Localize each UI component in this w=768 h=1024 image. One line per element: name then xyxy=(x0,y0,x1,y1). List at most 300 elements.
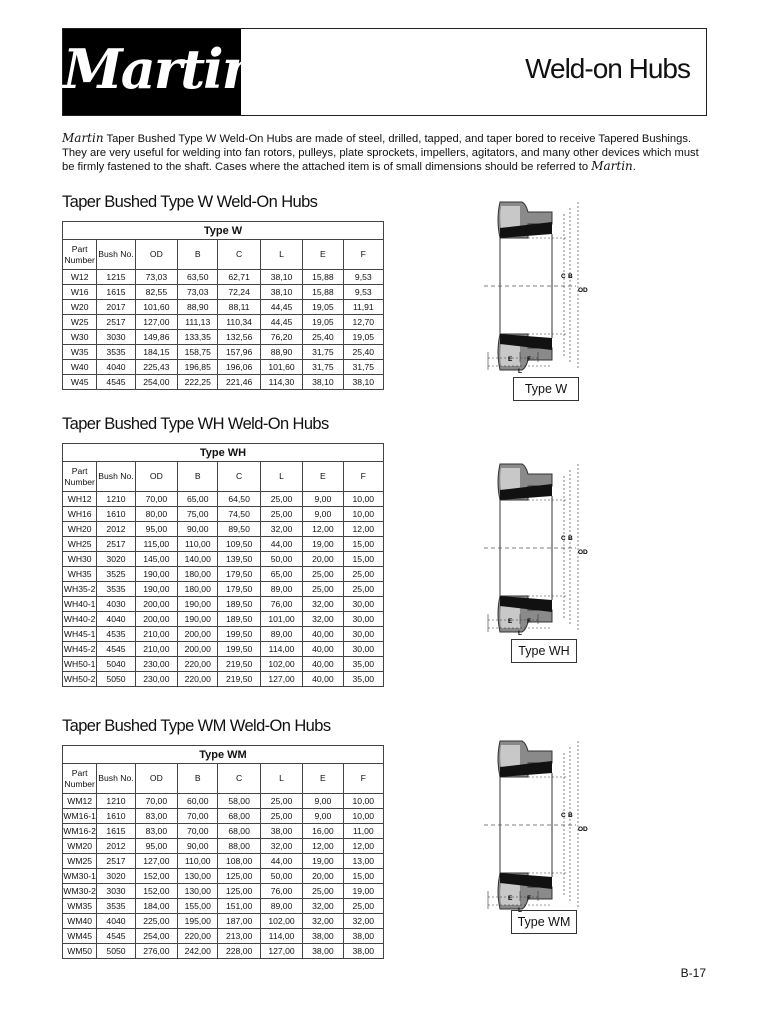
dim-e-label: E xyxy=(508,618,513,625)
table-cell: 30,00 xyxy=(343,597,383,612)
table-cell: 145,00 xyxy=(135,552,177,567)
table-cell: 68,00 xyxy=(218,809,260,824)
table-cell: 114,30 xyxy=(260,375,302,390)
table-row xyxy=(63,824,384,839)
table-cell: WM30-2 xyxy=(63,884,97,899)
table-row xyxy=(63,330,384,345)
table-cell: 32,00 xyxy=(303,899,343,914)
table-cell: 2012 xyxy=(97,522,135,537)
table-cell: 221,46 xyxy=(218,375,260,390)
table-row xyxy=(63,507,384,522)
table-cell: WM40 xyxy=(63,914,97,929)
table-cell: 219,50 xyxy=(218,672,260,687)
table-cell: 4545 xyxy=(97,929,135,944)
table-cell: 32,00 xyxy=(260,522,302,537)
table-cell: 40,00 xyxy=(303,642,343,657)
table-cell: 89,00 xyxy=(260,582,302,597)
column-header: Part Number xyxy=(63,462,97,492)
table-row xyxy=(63,929,384,944)
table-cell: 101,60 xyxy=(260,360,302,375)
table-cell: 102,00 xyxy=(260,914,302,929)
table-cell: W20 xyxy=(63,300,97,315)
table-cell: 32,00 xyxy=(303,612,343,627)
table-cell: 132,56 xyxy=(218,330,260,345)
table-row xyxy=(63,522,384,537)
table-cell: 242,00 xyxy=(178,944,218,959)
table-cell: 11,91 xyxy=(343,300,383,315)
table-cell: 31,75 xyxy=(303,360,343,375)
table-cell: 187,00 xyxy=(218,914,260,929)
table-cell: 109,50 xyxy=(218,537,260,552)
table-cell: 190,00 xyxy=(178,612,218,627)
table-title: Type W xyxy=(63,222,384,240)
table-cell: 44,00 xyxy=(260,854,302,869)
table-cell: 127,00 xyxy=(135,854,177,869)
table-cell: 1210 xyxy=(97,794,135,809)
table-cell: 199,50 xyxy=(218,627,260,642)
table-cell: 3525 xyxy=(97,567,135,582)
table-row xyxy=(63,567,384,582)
table-cell: 15,00 xyxy=(343,869,383,884)
table-cell: W45 xyxy=(63,375,97,390)
table-cell: 4040 xyxy=(97,612,135,627)
table-cell: 38,10 xyxy=(260,270,302,285)
intro-brand-2: Martin xyxy=(591,159,633,174)
table-cell: 1615 xyxy=(97,824,135,839)
table-cell: WH45-1 xyxy=(63,627,97,642)
table-cell: 15,88 xyxy=(303,285,343,300)
dim-b-label: B xyxy=(568,535,573,542)
table-cell: 35,00 xyxy=(343,672,383,687)
table-cell: 83,00 xyxy=(135,824,177,839)
table-cell: 228,00 xyxy=(218,944,260,959)
table-row xyxy=(63,884,384,899)
table-cell: 70,00 xyxy=(135,794,177,809)
section-title-wm: Taper Bushed Type WM Weld-On Hubs xyxy=(62,717,331,735)
table-cell: 58,00 xyxy=(218,794,260,809)
table-cell: 4030 xyxy=(97,597,135,612)
table-cell: 190,00 xyxy=(135,582,177,597)
table-cell: WH20 xyxy=(63,522,97,537)
table-cell: 200,00 xyxy=(135,612,177,627)
table-cell: 25,00 xyxy=(303,582,343,597)
table-cell: 2012 xyxy=(97,839,135,854)
table-row xyxy=(63,492,384,507)
column-header: F xyxy=(343,462,383,492)
table-cell: 210,00 xyxy=(135,642,177,657)
table-cell: 76,20 xyxy=(260,330,302,345)
table-cell: 73,03 xyxy=(178,285,218,300)
table-cell: 25,00 xyxy=(260,507,302,522)
table-cell: 225,43 xyxy=(135,360,177,375)
table-cell: 25,00 xyxy=(303,567,343,582)
table-cell: 74,50 xyxy=(218,507,260,522)
table-cell: 38,10 xyxy=(343,375,383,390)
table-cell: 190,00 xyxy=(178,597,218,612)
table-cell: WM16-2 xyxy=(63,824,97,839)
table-cell: 3020 xyxy=(97,552,135,567)
table-cell: WH40-1 xyxy=(63,597,97,612)
table-cell: WM30-1 xyxy=(63,869,97,884)
table-cell: 38,00 xyxy=(303,929,343,944)
table-cell: 64,50 xyxy=(218,492,260,507)
table-cell: 213,00 xyxy=(218,929,260,944)
table-cell: 30,00 xyxy=(343,642,383,657)
dim-od-label: OD xyxy=(578,826,588,833)
table-cell: 3020 xyxy=(97,869,135,884)
table-row xyxy=(63,944,384,959)
column-header: OD xyxy=(135,462,177,492)
table-cell: 25,00 xyxy=(343,899,383,914)
table-cell: 25,00 xyxy=(260,492,302,507)
table-row xyxy=(63,582,384,597)
column-header: L xyxy=(260,764,302,794)
column-header: C xyxy=(218,764,260,794)
table-row xyxy=(63,839,384,854)
table-cell: 65,00 xyxy=(260,567,302,582)
table-cell: 76,00 xyxy=(260,884,302,899)
table-cell: 65,00 xyxy=(178,492,218,507)
column-header: F xyxy=(343,240,383,270)
table-cell: 44,45 xyxy=(260,300,302,315)
table-cell: 127,00 xyxy=(260,672,302,687)
dim-c-label: C xyxy=(561,273,566,280)
section-title-w: Taper Bushed Type W Weld-On Hubs xyxy=(62,193,318,211)
table-row xyxy=(63,899,384,914)
table-cell: 152,00 xyxy=(135,884,177,899)
table-cell: WH45-2 xyxy=(63,642,97,657)
dim-f-label: F xyxy=(527,356,531,363)
table-cell: WH16 xyxy=(63,507,97,522)
table-cell: 179,50 xyxy=(218,567,260,582)
table-cell: 25,00 xyxy=(303,884,343,899)
table-cell: W12 xyxy=(63,270,97,285)
table-cell: 70,00 xyxy=(178,824,218,839)
table-cell: 220,00 xyxy=(178,929,218,944)
table-cell: 200,00 xyxy=(178,642,218,657)
table-cell: 10,00 xyxy=(343,809,383,824)
table-cell: WM50 xyxy=(63,944,97,959)
type-w-table xyxy=(62,221,384,390)
table-cell: 158,75 xyxy=(178,345,218,360)
table-cell: 151,00 xyxy=(218,899,260,914)
table-cell: 50,00 xyxy=(260,869,302,884)
table-cell: 196,85 xyxy=(178,360,218,375)
table-cell: 19,05 xyxy=(303,300,343,315)
table-cell: 210,00 xyxy=(135,627,177,642)
table-row xyxy=(63,854,384,869)
table-cell: 89,50 xyxy=(218,522,260,537)
type-wm-hub-diagram xyxy=(480,737,610,917)
table-cell: 1210 xyxy=(97,492,135,507)
intro-paragraph xyxy=(62,132,710,175)
column-header: B xyxy=(178,240,218,270)
table-cell: 199,50 xyxy=(218,642,260,657)
table-cell: WM16-1 xyxy=(63,809,97,824)
table-cell: 12,00 xyxy=(343,522,383,537)
intro-text-1: Taper Bushed Type W Weld-On Hubs are made of steel, drilled, tapped, and taper bored to receive Tapered Bushings. They are very useful for welding into fan rotors, pulleys, plate sprockets, impellers, agitators, and many other devices which must be firmly fastened to the shaft. Cases where the attached item is of small dimensions should be referred to xyxy=(62,133,699,174)
table-cell: 127,00 xyxy=(260,944,302,959)
table-cell: 4040 xyxy=(97,360,135,375)
column-header: B xyxy=(178,764,218,794)
table-cell: 110,34 xyxy=(218,315,260,330)
table-cell: 133,35 xyxy=(178,330,218,345)
table-cell: 25,00 xyxy=(343,567,383,582)
table-row xyxy=(63,869,384,884)
table-cell: 5050 xyxy=(97,672,135,687)
table-cell: 10,00 xyxy=(343,507,383,522)
column-header: E xyxy=(303,764,343,794)
table-cell: 149,86 xyxy=(135,330,177,345)
table-cell: 189,50 xyxy=(218,597,260,612)
column-header: Part Number xyxy=(63,240,97,270)
table-cell: 38,10 xyxy=(260,285,302,300)
page-header xyxy=(62,28,707,116)
table-cell: 31,75 xyxy=(303,345,343,360)
table-cell: 11,00 xyxy=(343,824,383,839)
table-cell: 180,00 xyxy=(178,582,218,597)
table-cell: 19,00 xyxy=(303,854,343,869)
column-header: Bush No. xyxy=(97,764,135,794)
table-row xyxy=(63,300,384,315)
page-number: B-17 xyxy=(680,966,706,980)
table-cell: 101,00 xyxy=(260,612,302,627)
table-cell: 2517 xyxy=(97,315,135,330)
table-cell: 1610 xyxy=(97,507,135,522)
table-cell: W40 xyxy=(63,360,97,375)
table-cell: 1610 xyxy=(97,809,135,824)
table-cell: 10,00 xyxy=(343,794,383,809)
table-row xyxy=(63,345,384,360)
table-cell: 19,00 xyxy=(343,884,383,899)
table-cell: 180,00 xyxy=(178,567,218,582)
table-row xyxy=(63,672,384,687)
table-cell: WM20 xyxy=(63,839,97,854)
table-cell: 200,00 xyxy=(178,627,218,642)
table-cell: 4545 xyxy=(97,375,135,390)
table-cell: 40,00 xyxy=(303,627,343,642)
table-cell: 75,00 xyxy=(178,507,218,522)
table-cell: 25,40 xyxy=(343,345,383,360)
table-cell: 125,00 xyxy=(218,869,260,884)
dim-e-label: E xyxy=(508,895,513,902)
table-cell: 25,00 xyxy=(260,809,302,824)
table-cell: 80,00 xyxy=(135,507,177,522)
table-cell: 19,05 xyxy=(303,315,343,330)
table-cell: 225,00 xyxy=(135,914,177,929)
table-cell: 40,00 xyxy=(303,657,343,672)
dim-c-label: C xyxy=(561,535,566,542)
table-cell: 35,00 xyxy=(343,657,383,672)
table-cell: 40,00 xyxy=(303,672,343,687)
table-cell: 2017 xyxy=(97,300,135,315)
type-w-label: Type W xyxy=(513,377,579,401)
table-cell: 101,60 xyxy=(135,300,177,315)
table-cell: 32,00 xyxy=(343,914,383,929)
table-cell: 88,90 xyxy=(178,300,218,315)
table-cell: 220,00 xyxy=(178,657,218,672)
martin-logo xyxy=(63,29,259,115)
table-cell: 19,00 xyxy=(303,537,343,552)
table-cell: WH30 xyxy=(63,552,97,567)
table-cell: 3535 xyxy=(97,899,135,914)
table-cell: 9,53 xyxy=(343,285,383,300)
table-cell: 1215 xyxy=(97,270,135,285)
section-title-wh: Taper Bushed Type WH Weld-On Hubs xyxy=(62,415,329,433)
table-cell: 139,50 xyxy=(218,552,260,567)
table-cell: 230,00 xyxy=(135,657,177,672)
table-cell: 62,71 xyxy=(218,270,260,285)
table-cell: 220,00 xyxy=(178,672,218,687)
table-row xyxy=(63,270,384,285)
table-cell: 254,00 xyxy=(135,375,177,390)
table-cell: 219,50 xyxy=(218,657,260,672)
table-cell: W25 xyxy=(63,315,97,330)
table-cell: 83,00 xyxy=(135,809,177,824)
table-cell: 72,24 xyxy=(218,285,260,300)
table-cell: 95,00 xyxy=(135,522,177,537)
table-cell: 95,00 xyxy=(135,839,177,854)
dim-b-label: B xyxy=(568,273,573,280)
table-cell: 9,00 xyxy=(303,794,343,809)
intro-brand: Martin xyxy=(62,131,104,145)
table-cell: 102,00 xyxy=(260,657,302,672)
table-row xyxy=(63,552,384,567)
table-cell: 32,00 xyxy=(260,839,302,854)
table-cell: 38,10 xyxy=(303,375,343,390)
table-cell: 16,00 xyxy=(303,824,343,839)
table-cell: 276,00 xyxy=(135,944,177,959)
table-cell: 82,55 xyxy=(135,285,177,300)
table-cell: 184,15 xyxy=(135,345,177,360)
table-cell: 3535 xyxy=(97,582,135,597)
table-cell: 2517 xyxy=(97,537,135,552)
table-cell: WH40-2 xyxy=(63,612,97,627)
dim-f-label: F xyxy=(527,895,531,902)
table-cell: 5050 xyxy=(97,944,135,959)
table-cell: 3535 xyxy=(97,345,135,360)
table-cell: 155,00 xyxy=(178,899,218,914)
column-header: Bush No. xyxy=(97,462,135,492)
table-cell: 38,00 xyxy=(343,944,383,959)
table-cell: 9,00 xyxy=(303,507,343,522)
type-wh-table xyxy=(62,443,384,687)
column-header: L xyxy=(260,240,302,270)
table-cell: 152,00 xyxy=(135,869,177,884)
table-cell: WH35-2 xyxy=(63,582,97,597)
table-cell: 9,53 xyxy=(343,270,383,285)
table-row xyxy=(63,285,384,300)
table-cell: 230,00 xyxy=(135,672,177,687)
table-cell: 38,00 xyxy=(260,824,302,839)
column-header: L xyxy=(260,462,302,492)
table-cell: 38,00 xyxy=(303,944,343,959)
column-header: E xyxy=(303,462,343,492)
table-row xyxy=(63,657,384,672)
table-cell: 140,00 xyxy=(178,552,218,567)
table-cell: WM35 xyxy=(63,899,97,914)
table-row xyxy=(63,809,384,824)
table-cell: 63,50 xyxy=(178,270,218,285)
dim-f-label: F xyxy=(527,618,531,625)
dim-c-label: C xyxy=(561,812,566,819)
table-cell: 60,00 xyxy=(178,794,218,809)
table-cell: 9,00 xyxy=(303,809,343,824)
column-header: OD xyxy=(135,764,177,794)
table-cell: 90,00 xyxy=(178,522,218,537)
table-title: Type WH xyxy=(63,444,384,462)
table-cell: 32,00 xyxy=(303,914,343,929)
table-cell: WM25 xyxy=(63,854,97,869)
column-header: Part Number xyxy=(63,764,97,794)
table-title: Type WM xyxy=(63,746,384,764)
table-cell: 200,00 xyxy=(135,597,177,612)
table-row xyxy=(63,627,384,642)
table-cell: 222,25 xyxy=(178,375,218,390)
column-header: C xyxy=(218,240,260,270)
table-cell: 195,00 xyxy=(178,914,218,929)
table-cell: 5040 xyxy=(97,657,135,672)
table-cell: 125,00 xyxy=(218,884,260,899)
table-cell: 88,90 xyxy=(260,345,302,360)
table-cell: 2517 xyxy=(97,854,135,869)
table-cell: 190,00 xyxy=(135,567,177,582)
table-cell: WH35 xyxy=(63,567,97,582)
table-row xyxy=(63,642,384,657)
table-cell: 108,00 xyxy=(218,854,260,869)
table-cell: 254,00 xyxy=(135,929,177,944)
dim-e-label: E xyxy=(508,356,513,363)
table-row xyxy=(63,537,384,552)
table-cell: 68,00 xyxy=(218,824,260,839)
table-cell: 12,70 xyxy=(343,315,383,330)
table-cell: 130,00 xyxy=(178,884,218,899)
table-cell: 76,00 xyxy=(260,597,302,612)
intro-text-2: . xyxy=(632,161,636,174)
column-header: C xyxy=(218,462,260,492)
table-cell: 90,00 xyxy=(178,839,218,854)
table-cell: 3030 xyxy=(97,884,135,899)
table-cell: 25,40 xyxy=(303,330,343,345)
table-cell: 12,00 xyxy=(303,522,343,537)
table-cell: 9,00 xyxy=(303,492,343,507)
table-row xyxy=(63,794,384,809)
table-cell: 70,00 xyxy=(178,809,218,824)
table-row xyxy=(63,597,384,612)
table-cell: 13,00 xyxy=(343,854,383,869)
table-cell: 189,50 xyxy=(218,612,260,627)
table-cell: 12,00 xyxy=(343,839,383,854)
table-cell: WM12 xyxy=(63,794,97,809)
table-cell: 157,96 xyxy=(218,345,260,360)
table-cell: 15,00 xyxy=(343,537,383,552)
table-cell: 110,00 xyxy=(178,537,218,552)
table-cell: 38,00 xyxy=(343,929,383,944)
table-cell: 114,00 xyxy=(260,929,302,944)
table-cell: 15,88 xyxy=(303,270,343,285)
dim-l-label: L xyxy=(518,630,522,637)
table-cell: 25,00 xyxy=(343,582,383,597)
dim-od-label: OD xyxy=(578,287,588,294)
dim-od-label: OD xyxy=(578,549,588,556)
table-cell: 32,00 xyxy=(303,597,343,612)
column-header: E xyxy=(303,240,343,270)
table-cell: 31,75 xyxy=(343,360,383,375)
table-cell: 20,00 xyxy=(303,552,343,567)
table-cell: 50,00 xyxy=(260,552,302,567)
table-cell: 44,45 xyxy=(260,315,302,330)
table-cell: 15,00 xyxy=(343,552,383,567)
